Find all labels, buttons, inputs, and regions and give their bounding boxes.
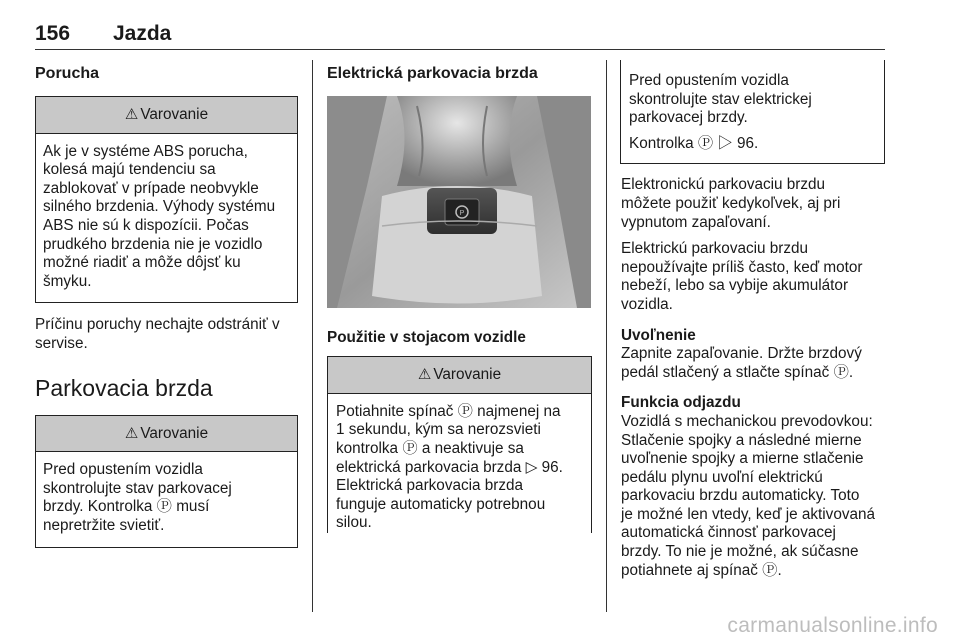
warning-body — [328, 394, 591, 533]
watermark: carmanualsonline.info — [727, 614, 938, 637]
parking-brake-console-illustration — [327, 96, 591, 308]
release-heading: Uvoľnenie — [621, 326, 696, 344]
porucha-heading: Porucha — [35, 65, 100, 82]
text-line: funguje automaticky potrebnou — [336, 495, 546, 513]
text-line: je možné len vtedy, keď je aktivovaná — [621, 505, 876, 523]
text-line: servise. — [35, 334, 88, 352]
text-line: šmyku. — [43, 272, 92, 290]
column-divider-2 — [606, 60, 607, 612]
text-line: Elektronickú parkovaciu brzdu — [621, 176, 826, 194]
text-line: brzdy. To nie je možné, ak súčasne — [621, 543, 859, 561]
drive-away-heading: Funkcia odjazdu — [621, 394, 741, 412]
text-line: Elektrická parkovacia brzda — [336, 477, 524, 495]
text-line: Elektrickú parkovaciu brzdu — [621, 240, 809, 258]
failure-paragraph — [35, 316, 298, 353]
text-line: skontrolujte stav parkovacej — [43, 479, 232, 497]
text-line: skontrolujte stav elektrickej — [629, 90, 812, 108]
warning-box-parking — [35, 415, 298, 548]
text-line: Pred opustením vozidla — [43, 461, 203, 479]
text-line: Pred opustením vozidla — [629, 72, 789, 89]
paragraph-anytime — [621, 176, 889, 232]
warning-triangle-icon: ⚠ — [124, 106, 139, 123]
svg-text:P: P — [459, 210, 465, 217]
text-line: silou. — [336, 514, 372, 532]
text-line: potiahnete aj spínač Ⓟ. — [621, 561, 782, 579]
electric-parking-brake-heading: Elektrická parkovacia brzda — [327, 65, 538, 82]
text-line: prudkého brzdenia nie je vozidlo — [43, 235, 263, 253]
release-paragraph — [621, 345, 889, 382]
text-line: silného brzdenia. Výhody systému — [43, 198, 276, 216]
page-number: 156 — [35, 22, 71, 45]
warning-title: Varovanie — [140, 106, 209, 123]
text-line: vypnutom zapaľovaní. — [621, 213, 771, 231]
warning-box-abs — [35, 96, 298, 303]
column-2 — [327, 60, 592, 533]
column-divider-1 — [312, 60, 313, 612]
text-line: 1 sekundu, kým sa nerozsvieti — [336, 421, 541, 439]
parking-brake-heading: Parkovacia brzda — [35, 374, 213, 401]
warning-body — [36, 452, 297, 546]
text-line: ABS nie sú k dispozícii. Počas — [43, 216, 249, 234]
warning-title: Varovanie — [140, 424, 209, 442]
text-line: Kontrolka Ⓟ ▷ 96. — [629, 134, 759, 152]
text-line: uvoľnenie spojky a mierne stlačenie — [621, 450, 864, 468]
text-line: parkovaciu brzdu automaticky. Toto — [621, 487, 860, 505]
paragraph-battery — [621, 240, 889, 314]
text-line: nepretržite svietiť. — [43, 516, 165, 534]
warning-header — [328, 357, 591, 394]
warning-body — [36, 134, 297, 303]
text-line: nepoužívajte príliš často, keď motor — [621, 258, 863, 276]
warning-header — [36, 97, 297, 134]
warning-continuation-box — [620, 60, 885, 164]
text-line: môžete použiť kedykoľvek, aj pri — [621, 194, 841, 212]
warning-title: Varovanie — [433, 366, 502, 384]
drive-away-paragraph — [621, 413, 889, 580]
text-line: Príčinu poruchy nechajte odstrániť v — [35, 316, 280, 334]
text-line: elektrická parkovacia brzda ▷ 96. — [336, 458, 563, 476]
stationary-use-heading: Použitie v stojacom vozidle — [327, 328, 526, 346]
column-3 — [621, 60, 889, 580]
text-line: automatická činnosť parkovacej — [621, 524, 836, 542]
warning-triangle-icon: ⚠ — [124, 424, 139, 442]
text-line: nebeží, lebo sa vybije akumulátor — [621, 277, 849, 295]
text-line: kolesá majú tendenciu sa — [43, 161, 216, 179]
text-line: Ak je v systéme ABS porucha, — [43, 142, 248, 160]
text-line: vozidla. — [621, 295, 673, 313]
text-line: Stlačenie spojky a následné mierne — [621, 431, 862, 449]
text-line: možné riadiť a môže dôjsť ku — [43, 254, 241, 272]
warning-header — [36, 416, 297, 453]
text-line: pedál stlačený a stlačte spínač Ⓟ. — [621, 363, 854, 381]
warning-triangle-icon: ⚠ — [417, 366, 432, 384]
warning-box-switch — [327, 356, 592, 533]
text-line: Zapnite zapaľovanie. Držte brzdový — [621, 345, 862, 363]
header-rule — [35, 49, 885, 50]
text-line: zablokovať v prípade neobvykle — [43, 179, 259, 197]
text-line: parkovacej brzdy. — [629, 109, 748, 127]
text-line: Potiahnite spínač Ⓟ najmenej na — [336, 402, 561, 420]
text-line: Vozidlá s mechanickou prevodovkou: — [621, 412, 873, 430]
text-line: pedálu plynu uvoľní elektrickú — [621, 468, 823, 486]
column-1 — [35, 60, 298, 548]
text-line: brzdy. Kontrolka Ⓟ musí — [43, 498, 210, 516]
section-title: Jazda — [113, 22, 172, 45]
text-line: kontrolka Ⓟ a neaktivuje sa — [336, 439, 524, 457]
